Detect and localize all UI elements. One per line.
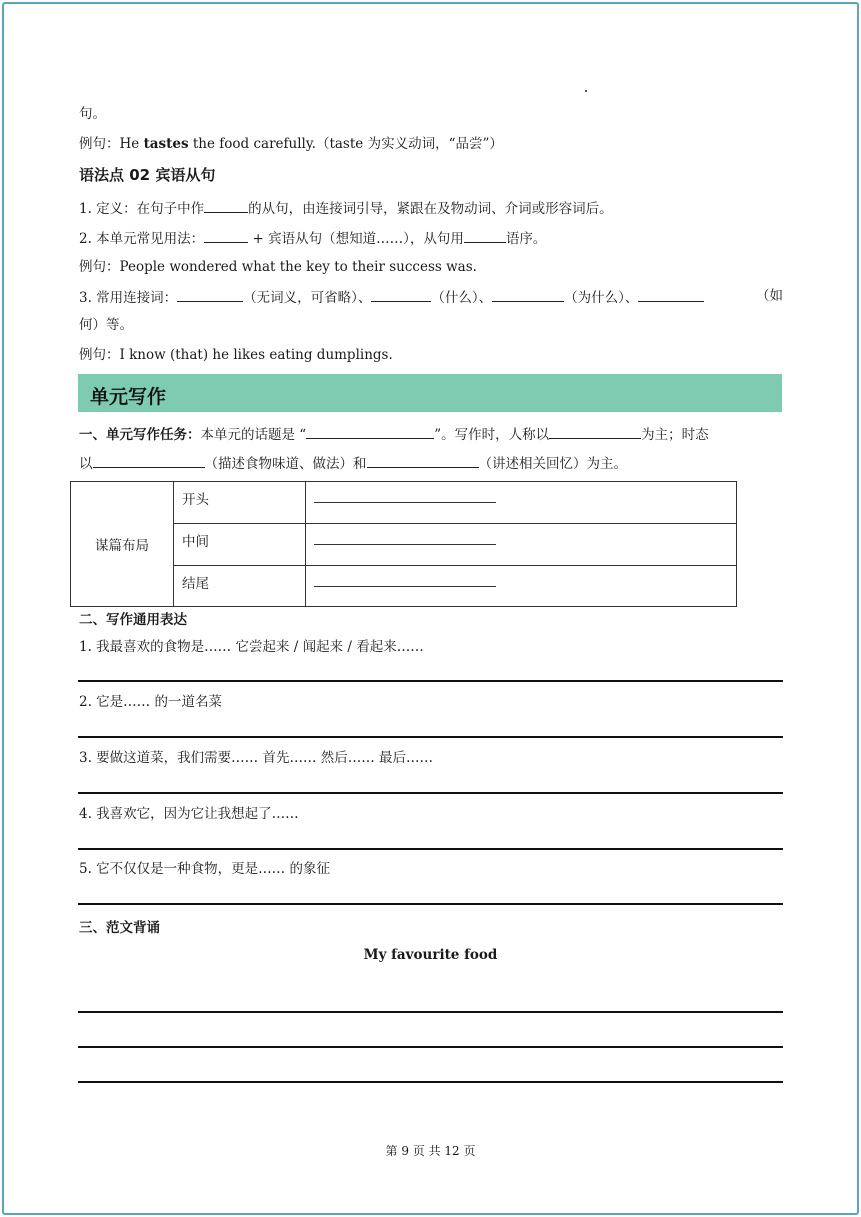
grammar-item-3-cont: 何）等。 [79, 317, 133, 333]
outline-row-header: 谋篇布局 [71, 482, 174, 607]
outline-part-label: 开头 [174, 482, 306, 524]
answer-blank[interactable] [638, 287, 704, 302]
writing-line[interactable] [78, 792, 783, 794]
answer-blank[interactable] [306, 424, 434, 439]
expression-item: 1. 我最喜欢的食物是…… 它尝起来 / 闻起来 / 看起来…… [79, 639, 424, 655]
text-fragment: 句。 [79, 106, 106, 122]
section-band [78, 374, 782, 412]
answer-blank[interactable] [464, 228, 506, 243]
answer-blank[interactable] [93, 453, 205, 468]
answer-blank[interactable] [371, 287, 431, 302]
expressions-heading: 二、写作通用表达 [79, 612, 187, 628]
writing-task: 一、单元写作任务：本单元的话题是 “ ”。写作时，人称以 为主；时态 [79, 424, 709, 444]
writing-task-cont: 以 （描述食物味道、做法）和 （讲述相关回忆）为主。 [79, 453, 627, 473]
outline-table [70, 481, 737, 607]
expression-item: 4. 我喜欢它，因为它让我想起了…… [79, 806, 299, 822]
answer-blank[interactable] [177, 287, 243, 302]
stray-mark [585, 90, 587, 92]
outline-part-label: 中间 [174, 524, 306, 566]
writing-line[interactable] [78, 736, 783, 738]
answer-blank[interactable] [204, 198, 248, 213]
example-sentence-2: 例句：People wondered what the key to their success was. [79, 259, 477, 275]
writing-line[interactable] [78, 1011, 783, 1013]
writing-line[interactable] [78, 680, 783, 682]
grammar-item-2: 2. 本单元常见用法： + 宾语从句（想知道……），从句用 语序。 [79, 228, 546, 248]
expression-item: 3. 要做这道菜，我们需要…… 首先…… 然后…… 最后…… [79, 750, 434, 766]
outline-part-label: 结尾 [174, 566, 306, 607]
page-number: 第 9 页 共 12 页 [385, 1144, 476, 1158]
model-essay-heading: 三、范文背诵 [79, 920, 160, 936]
writing-line[interactable] [78, 848, 783, 850]
grammar-point-heading: 语法点 02 宾语从句 [79, 166, 216, 184]
outline-answer-cell[interactable] [306, 524, 737, 566]
example-sentence-1: 例句：He tastes the food carefully.（taste 为实义动词，“品尝”） [79, 136, 503, 152]
writing-line[interactable] [78, 1081, 783, 1083]
model-essay-title: My favourite food [363, 947, 498, 963]
expression-item: 5. 它不仅仅是一种食物，更是…… 的象征 [79, 861, 330, 877]
example-sentence-3: 例句：I know (that) he likes eating dumplings. [79, 347, 393, 363]
writing-line[interactable] [78, 903, 783, 905]
outline-answer-cell[interactable] [306, 482, 737, 524]
section-title: 单元写作 [90, 386, 167, 408]
outline-answer-cell[interactable] [306, 566, 737, 607]
answer-blank[interactable] [204, 228, 248, 243]
answer-blank[interactable] [492, 287, 564, 302]
expression-item: 2. 它是…… 的一道名菜 [79, 694, 222, 710]
answer-blank[interactable] [367, 453, 479, 468]
writing-line[interactable] [78, 1046, 783, 1048]
grammar-item-1: 1. 定义：在句子中作 的从句，由连接词引导，紧跟在及物动词、介词或形容词后。 [79, 198, 613, 218]
grammar-item-3: 3. 常用连接词： （无词义，可省略）、 （什么）、 （为什么）、 （如 [79, 288, 783, 306]
answer-blank[interactable] [549, 424, 641, 439]
